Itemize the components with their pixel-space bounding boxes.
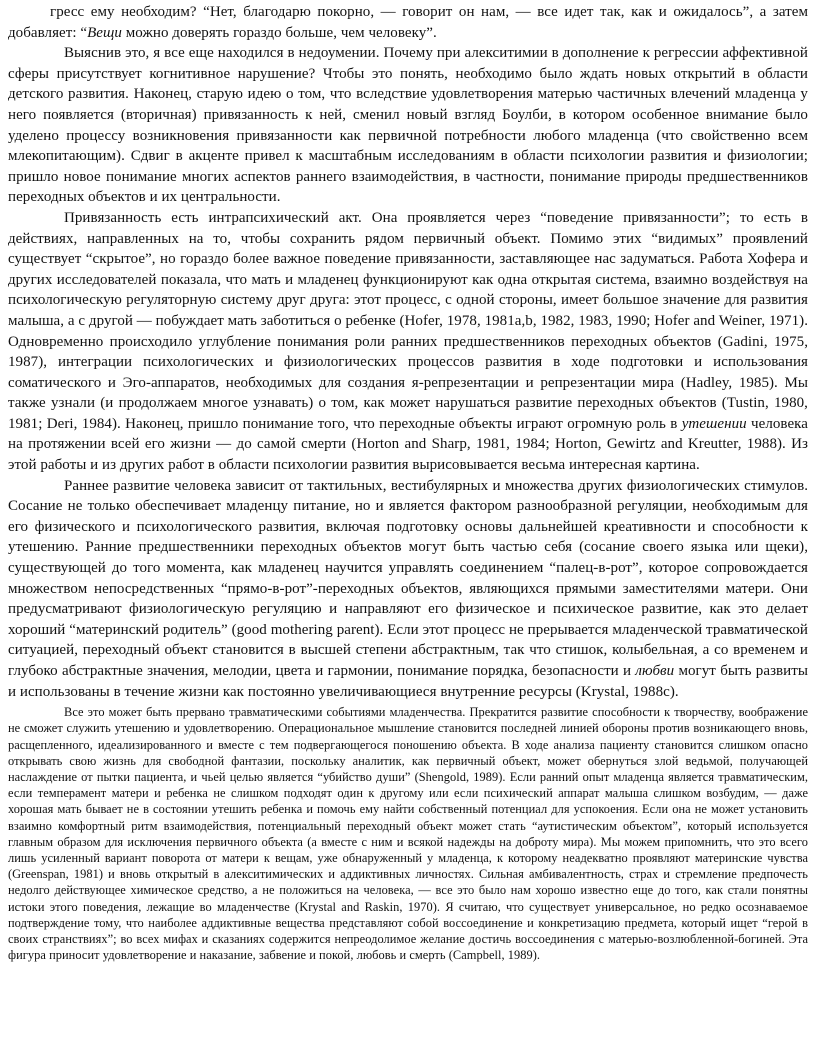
- paragraph-text: Выяснив это, я все еще находился в недоумении. Почему при алекситимии в дополнение к регрессии аффективной сферы присутствует когнитивное нарушение? Чтобы это понять, необходимо было ждать новых открытий в области детского развития. Наконец, старую идею о том, что вследствие удовлетворения матерью частичных влечений младенца у него появляется (вторичная) привязанность к ней, сменил новый взгляд Боулби, в котором особенное внимание было уделено процессу возникновения привязанности как первичной потребности любого младенца (что свойственно всем млекопитающим). Сдвиг в акценте привел к масштабным исследованиям в области психологии развития и физиологии; пришло новое понимание многих аспектов раннего взаимодействия, в частности, понимание природы предшественников переходных объектов и их центральности.: [8, 45, 808, 206]
- paragraph-early-development: [8, 476, 808, 703]
- paragraph-tail: можно доверять гораздо больше, чем человеку”.: [121, 24, 437, 41]
- paragraph-text: гресс ему необходим? “Нет, благодарю покорно, — говорит он нам, — все идет так, как и ожидалось”, а затем добавляет: “: [8, 4, 808, 41]
- paragraph-text: Раннее развитие человека зависит от тактильных, вестибулярных и множества других физиологических стимулов. Сосание не только обеспечивает младенцу питание, но и является фактором разнообразной регуляции, необходимым для его физического и психологического развития, включая подготовку основы дальнейшей креативности и способности к утешению. Ранние предшественники переходных объектов могут быть частью себя (сосание своего языка или щеки), существующей до того момента, как младенец научится управлять соединением “палец-в-рот”, которое сопровождается множеством непосредственных “прямо-в-рот”-переходных объектов, являющихся прямыми заместителями матери. Они предусматривают физиологическую регуляцию и направляют его физическое и психическое развитие, как это делает хороший “материнский родитель” (good mothering parent). Если этот процесс не прерывается младенческой травматической ситуацией, переходный объект становится в высшей степени абстрактным, так что стишок, колыбельная, а со временем и глубоко абстрактные значения, мелодии, цвета и гармонии, понимание порядка, безопасности и: [8, 477, 808, 679]
- emphasis-text: Вещи: [87, 24, 122, 41]
- paragraph-small-print: [8, 704, 808, 963]
- paragraph-tail: могут быть развиты и использованы в течение жизни как постоянно увеличивающиеся внутренние ресурсы (Krystal, 1988c).: [8, 663, 808, 700]
- paragraph-text: Привязанность есть интрапсихический акт. Она проявляется через “поведение привязанности”; то есть в действиях, направленных на то, чтобы сохранить рядом первичный объект. Помимо этих “видимых” проявлений существует “скрытое”, но гораздо более важное поведение привязанности, заставляющее нас задуматься. Работа Хофера и других исследователей показала, что мать и младенец функционируют как одна открытая система, взаимно воздействуя на психологическую регуляторную систему друг друга: этот процесс, с одной стороны, имеет большое значение для развития малыша, а с другой — побуждает мать заботиться о ребенке (Hofer, 1978, 1981a,b, 1982, 1983, 1990; Hofer and Weiner, 1971). Одновременно происходило углубление понимания роли ранних предшественников переходных объектов (Gadini, 1975, 1987), интеграции психологических и физиологических процессов развития в ходе подготовки и использования соматического и Эго-аппаратов, необходимых для создания я-репрезентации и репрезентации мира (Hadley, 1985). Мы также узнали (и продолжаем многое узнавать) о том, как может нарушаться развитие переходных объектов (Tustin, 1980, 1981; Deri, 1984). Наконец, пришло понимание того, что переходные объекты играют огромную роль в: [8, 209, 808, 432]
- paragraph-tail: человека на протяжении всей его жизни — до самой смерти (Horton and Sharp, 1981, 1984; Horton, Gewirtz and Kreutter, 1988). Из этой работы и из других работ в области психологии развития вырисовывается весьма интересная картина.: [8, 415, 808, 474]
- emphasis-text: любви: [635, 663, 675, 679]
- paragraph-attachment: [8, 208, 808, 476]
- paragraph-continuation: [8, 2, 808, 43]
- paragraph-text: Все это может быть прервано травматическими событиями младенчества. Прекратится развитие способности к творчеству, воображение не сможет служить утешению и удовлетворению. Операциональное мышление становится последней линией обороны против возникающего вновь, расщепленного, идеализированного и вместе с тем подвергающегося поношению объекта. В ходе анализа пациенту становится слишком опасно открывать свою жизнь для свободной фантазии, поскольку аналитик, как первичный объект, может обернуться злой ведьмой, получающей наслаждение от пытки пациента, и чьей целью является “убийство души” (Shengold, 1989). Если ранний опыт младенца является травматическим, если темперамент матери и ребенка не слишком подходят один к другому или если психический аппарат малыша слишком возбудим, — даже хорошая мать бывает не в состоянии утешить ребенка и помочь ему найти собственный потенциал для успокоения. Если она не может установить взаимно комфортный ритм взаимодействия, потенциальный переходный объект может стать “аутистическим объектом”, который используется главным образом для исключения первичного объекта (а вместе с ним и всякой надежды на доброту мира). Мы можем припомнить, что это всего лишь усиленный вариант поворота от матери к вещам, уже обнаруженный у младенца, к которому неадекватно проявляют материнские чувства (Greenspan, 1981) и вновь открытый в алекситимических и аддиктивных личностях. Сильная амбивалентность, страх и стремление предпочесть недолго действующее химическое средство, а не положиться на человека, — все это было нам хорошо известно еще до того, как стали понятны истоки этого поведения, лежащие во младенчестве (Krystal and Raskin, 1970). Я считаю, что существует универсальное, но редко осознаваемое подтверждение тому, что наиболее аддиктивные вещества представляют собой воссоединение и конкретизацию предмета, который ищет “герой в своих странствиях”; во всех мифах и сказаниях содержится непреодолимое желание достичь воссоединения с матерью-возлюбленной-богиней. Эта фигура приносит удовлетворение и наказание, забвение и покой, любовь и смерть (Campbell, 1989).: [8, 705, 808, 963]
- emphasis-text: утешении: [681, 415, 747, 432]
- paragraph-alexithymia: [8, 43, 808, 208]
